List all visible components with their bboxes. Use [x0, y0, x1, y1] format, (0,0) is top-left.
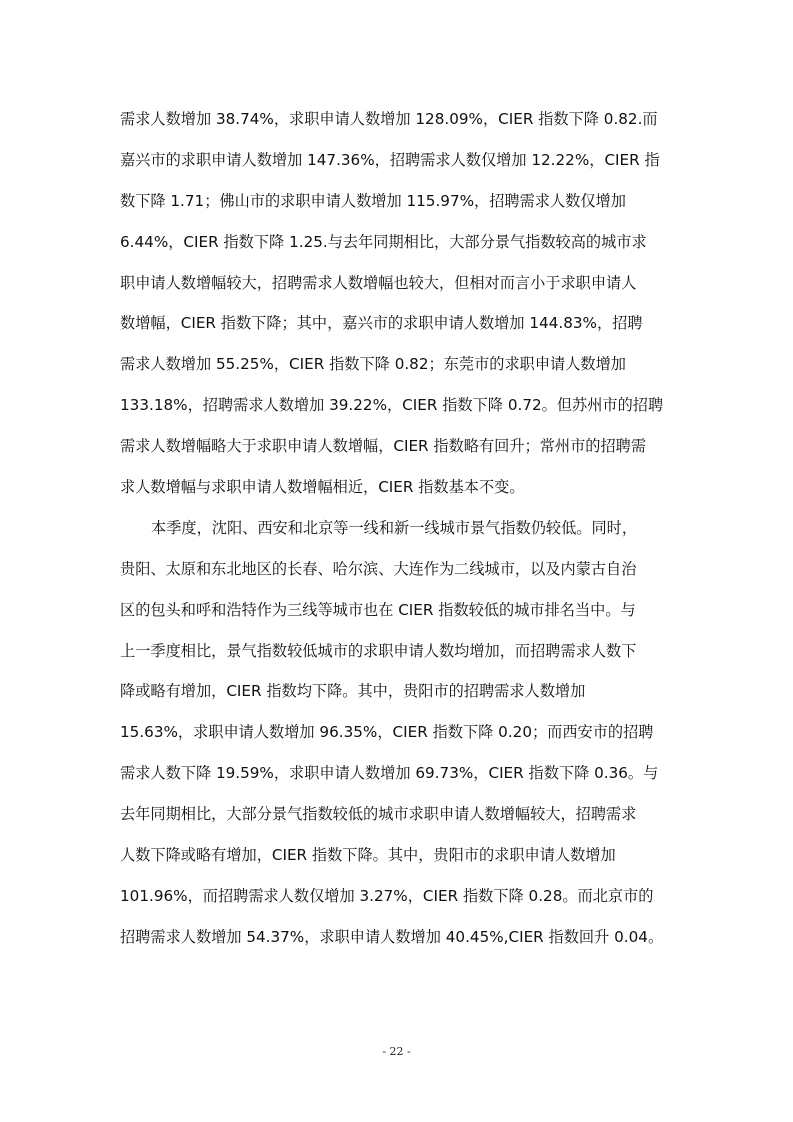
text-line: 区的包头和呼和浩特作为三线等城市也在 CIER 指数较低的城市排名当中。与 — [120, 600, 636, 619]
text-line: 降或略有增加，CIER 指数均下降。其中，贵阳市的招聘需求人数增加 — [120, 682, 586, 701]
text-line: 数增幅，CIER 指数下降；其中，嘉兴市的求职申请人数增加 144.83%，招聘 — [120, 314, 643, 333]
text-line: 去年同期相比，大部分景气指数较低的城市求职申请人数增幅较大，招聘需求 — [120, 805, 637, 824]
text-line: 6.44%，CIER 指数下降 1.25.与去年同期相比，大部分景气指数较高的城市求 — [120, 232, 647, 251]
text-line: 需求人数下降 19.59%，求职申请人数增加 69.73%，CIER 指数下降 0.36。与 — [120, 764, 659, 783]
text-line: 需求人数增加 55.25%，CIER 指数下降 0.82；东莞市的求职申请人数增加 — [120, 355, 626, 374]
text-line: 101.96%，而招聘需求人数仅增加 3.27%，CIER 指数下降 0.28。而北京市的 — [120, 886, 654, 905]
text-line: 贵阳、太原和东北地区的长春、哈尔滨、大连作为二线城市，以及内蒙古自治 — [120, 559, 637, 578]
text-line: 求人数增幅与求职申请人数增幅相近，CIER 指数基本不变。 — [120, 478, 525, 497]
text-line: 需求人数增加 38.74%，求职申请人数增加 128.09%，CIER 指数下降 0.82.而 — [120, 110, 658, 128]
text-line: 职申请人数增幅较大，招聘需求人数增幅也较大，但相对而言小于求职申请人 — [120, 273, 637, 292]
page-number: - 22 - — [382, 1045, 411, 1058]
text-line: 招聘需求人数增加 54.37%，求职申请人数增加 40.45%,CIER 指数回升 0.04。 — [120, 927, 664, 946]
paragraph-start-line: 本季度，沈阳、西安和北京等一线和新一线城市景气指数仍较低。同时， — [151, 518, 637, 537]
text-line: 人数下降或略有增加，CIER 指数下降。其中，贵阳市的求职申请人数增加 — [120, 846, 616, 865]
body-text — [120, 106, 680, 965]
text-line: 数下降 1.71；佛山市的求职申请人数增加 115.97%，招聘需求人数仅增加 — [120, 191, 626, 210]
text-line: 上一季度相比，景气指数较低城市的求职申请人数均增加，而招聘需求人数下 — [120, 641, 637, 660]
text-line: 133.18%，招聘需求人数增加 39.22%，CIER 指数下降 0.72。但苏州市的招聘 — [120, 396, 664, 415]
text-line: 需求人数增幅略大于求职申请人数增幅，CIER 指数略有回升；常州市的招聘需 — [120, 437, 647, 456]
text-line: 嘉兴市的求职申请人数增加 147.36%，招聘需求人数仅增加 12.22%，CIER 指 — [120, 150, 660, 169]
text-line: 15.63%，求职申请人数增加 96.35%，CIER 指数下降 0.20；而西安市的招聘 — [120, 723, 654, 742]
